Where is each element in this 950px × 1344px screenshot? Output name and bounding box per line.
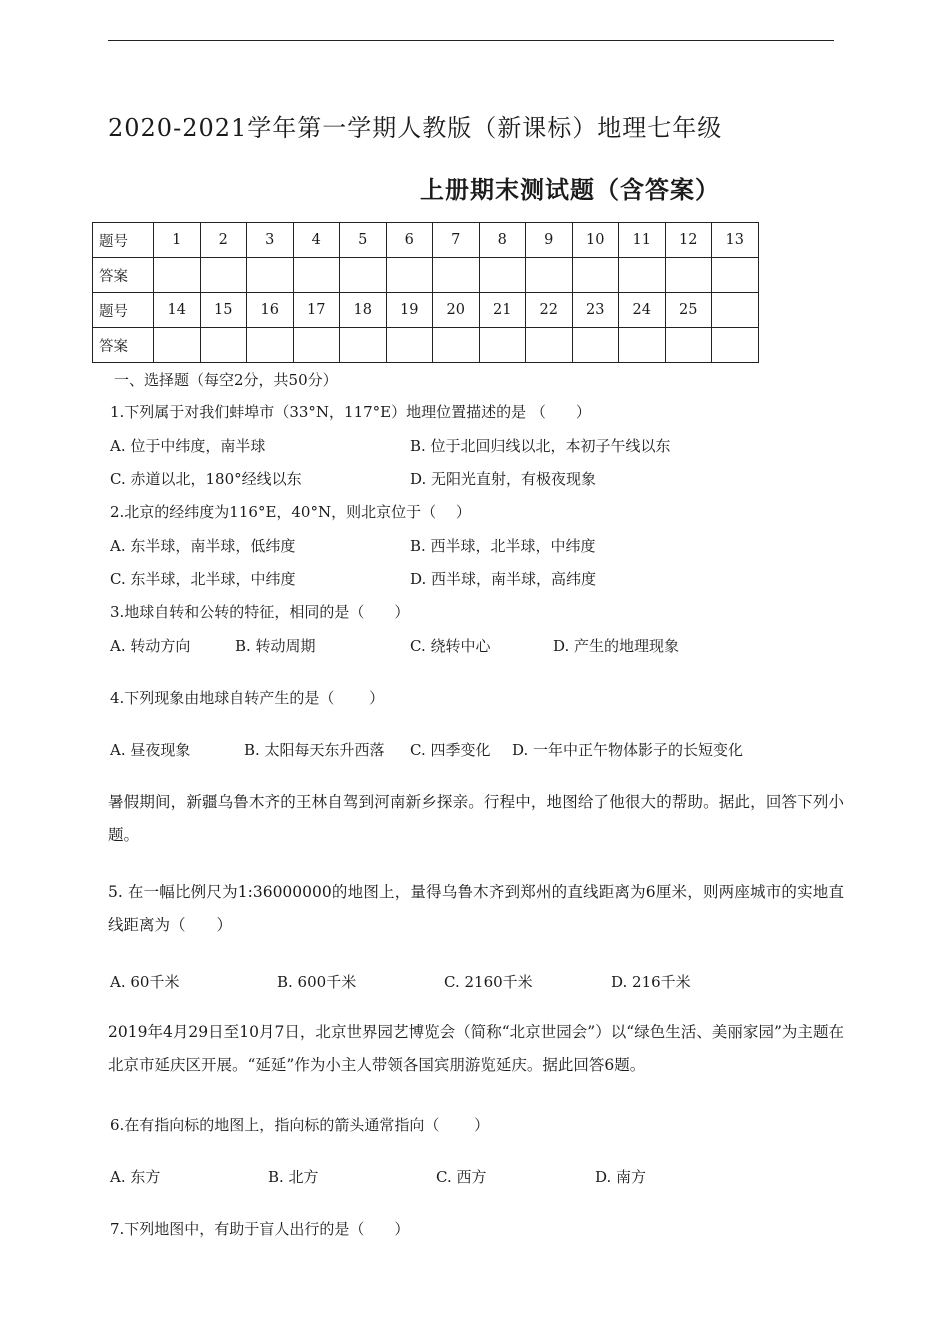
question-6-option-a: A. 东方 bbox=[110, 1168, 161, 1186]
answer-cell[interactable] bbox=[200, 328, 247, 363]
answer-cell[interactable] bbox=[712, 258, 759, 293]
table-cell: 6 bbox=[386, 223, 433, 258]
answer-cell[interactable] bbox=[386, 328, 433, 363]
question-5-option-c: C. 2160千米 bbox=[444, 973, 533, 991]
table-cell: 4 bbox=[293, 223, 340, 258]
question-4-option-a: A. 昼夜现象 bbox=[110, 741, 191, 759]
header-rule bbox=[108, 40, 834, 41]
answer-cell[interactable] bbox=[665, 258, 712, 293]
answer-cell[interactable] bbox=[433, 258, 480, 293]
table-row-numbers-2 bbox=[93, 293, 759, 328]
question-1-option-d: D. 无阳光直射，有极夜现象 bbox=[410, 470, 597, 488]
table-cell: 3 bbox=[247, 223, 294, 258]
answer-cell[interactable] bbox=[712, 328, 759, 363]
table-label-number: 题号 bbox=[93, 223, 154, 258]
table-cell: 2 bbox=[200, 223, 247, 258]
question-5-option-b: B. 600千米 bbox=[277, 973, 357, 991]
answer-cell[interactable] bbox=[665, 328, 712, 363]
table-label-answer: 答案 bbox=[93, 328, 154, 363]
table-cell: 24 bbox=[619, 293, 666, 328]
table-cell: 23 bbox=[572, 293, 619, 328]
table-label-answer: 答案 bbox=[93, 258, 154, 293]
question-1-option-b: B. 位于北回归线以北，本初子午线以东 bbox=[410, 437, 671, 455]
title-line-2: 上册期末测试题（含答案） bbox=[420, 175, 720, 204]
answer-cell[interactable] bbox=[154, 328, 201, 363]
answer-cell[interactable] bbox=[247, 328, 294, 363]
question-1-option-c: C. 赤道以北，180°经线以东 bbox=[110, 470, 302, 488]
answer-cell[interactable] bbox=[572, 328, 619, 363]
question-5-option-a: A. 60千米 bbox=[110, 973, 180, 991]
answer-cell[interactable] bbox=[340, 258, 387, 293]
table-cell: 16 bbox=[247, 293, 294, 328]
table-cell: 25 bbox=[665, 293, 712, 328]
table-cell bbox=[712, 293, 759, 328]
table-cell: 13 bbox=[712, 223, 759, 258]
table-cell: 19 bbox=[386, 293, 433, 328]
question-1-stem: 1.下列属于对我们蚌埠市（33°N，117°E）地理位置描述的是 （ ） bbox=[110, 403, 591, 421]
answer-cell[interactable] bbox=[340, 328, 387, 363]
question-2-stem: 2.北京的经纬度为116°E，40°N，则北京位于（ ） bbox=[110, 503, 471, 521]
question-5-option-d: D. 216千米 bbox=[611, 973, 691, 991]
answer-cell[interactable] bbox=[433, 328, 480, 363]
answer-cell[interactable] bbox=[293, 328, 340, 363]
table-cell: 12 bbox=[665, 223, 712, 258]
table-cell: 7 bbox=[433, 223, 480, 258]
question-4-option-b: B. 太阳每天东升西落 bbox=[244, 741, 385, 759]
table-cell: 1 bbox=[154, 223, 201, 258]
reading-passage-6: 2019年4月29日至10月7日，北京世界园艺博览会（简称“北京世园会”）以“绿色生活、美丽家园”为主题在北京市延庆区开展。“延延”作为小主人带领各国宾朋游览延庆。据此回答6题。 bbox=[108, 1023, 844, 1074]
table-row-answers-2 bbox=[93, 328, 759, 363]
answer-cell[interactable] bbox=[479, 258, 526, 293]
question-4-option-d: D. 一年中正午物体影子的长短变化 bbox=[512, 741, 744, 759]
table-cell: 15 bbox=[200, 293, 247, 328]
question-1-option-a: A. 位于中纬度，南半球 bbox=[110, 437, 266, 455]
reading-passage-5: 暑假期间，新疆乌鲁木齐的王林自驾到河南新乡探亲。行程中，地图给了他很大的帮助。据此，回答下列小题。 bbox=[108, 793, 844, 844]
question-5-stem: 5. 在一幅比例尺为1:36000000的地图上，量得乌鲁木齐到郑州的直线距离为6厘米，则两座城市的实地直线距离为（ ） bbox=[108, 883, 844, 934]
question-3-option-c: C. 绕转中心 bbox=[410, 637, 491, 655]
table-cell: 8 bbox=[479, 223, 526, 258]
question-6-option-c: C. 西方 bbox=[436, 1168, 487, 1186]
answer-cell[interactable] bbox=[200, 258, 247, 293]
table-row-numbers-1 bbox=[93, 223, 759, 258]
question-6-option-d: D. 南方 bbox=[595, 1168, 647, 1186]
answer-cell[interactable] bbox=[479, 328, 526, 363]
question-2-option-d: D. 西半球，南半球，高纬度 bbox=[410, 570, 597, 588]
answer-cell[interactable] bbox=[619, 258, 666, 293]
question-3-option-d: D. 产生的地理现象 bbox=[553, 637, 680, 655]
question-3-stem: 3.地球自转和公转的特征，相同的是（ ） bbox=[110, 603, 410, 621]
table-label-number: 题号 bbox=[93, 293, 154, 328]
question-3-option-a: A. 转动方向 bbox=[110, 637, 191, 655]
table-cell: 14 bbox=[154, 293, 201, 328]
table-cell: 10 bbox=[572, 223, 619, 258]
answer-table bbox=[92, 222, 759, 363]
table-cell: 21 bbox=[479, 293, 526, 328]
question-7-stem: 7.下列地图中，有助于盲人出行的是（ ） bbox=[110, 1220, 410, 1238]
answer-cell[interactable] bbox=[386, 258, 433, 293]
table-cell: 17 bbox=[293, 293, 340, 328]
question-2-option-b: B. 西半球，北半球，中纬度 bbox=[410, 537, 596, 555]
question-4-option-c: C. 四季变化 bbox=[410, 741, 491, 759]
section-heading: 一、选择题（每空2分，共50分） bbox=[114, 371, 338, 389]
question-6-stem: 6.在有指向标的地图上，指向标的箭头通常指向（ ） bbox=[110, 1116, 490, 1134]
answer-cell[interactable] bbox=[572, 258, 619, 293]
table-cell: 22 bbox=[526, 293, 573, 328]
table-cell: 9 bbox=[526, 223, 573, 258]
table-cell: 11 bbox=[619, 223, 666, 258]
question-3-option-b: B. 转动周期 bbox=[235, 637, 316, 655]
answer-cell[interactable] bbox=[154, 258, 201, 293]
answer-cell[interactable] bbox=[247, 258, 294, 293]
answer-cell[interactable] bbox=[293, 258, 340, 293]
question-2-option-c: C. 东半球，北半球，中纬度 bbox=[110, 570, 296, 588]
answer-cell[interactable] bbox=[619, 328, 666, 363]
question-6-option-b: B. 北方 bbox=[268, 1168, 319, 1186]
table-cell: 18 bbox=[340, 293, 387, 328]
question-4-stem: 4.下列现象由地球自转产生的是（ ） bbox=[110, 689, 385, 707]
answer-cell[interactable] bbox=[526, 258, 573, 293]
title-line-1: 2020-2021学年第一学期人教版（新课标）地理七年级 bbox=[108, 114, 723, 142]
question-2-option-a: A. 东半球，南半球，低纬度 bbox=[110, 537, 296, 555]
table-row-answers-1 bbox=[93, 258, 759, 293]
table-cell: 5 bbox=[340, 223, 387, 258]
table-cell: 20 bbox=[433, 293, 480, 328]
answer-cell[interactable] bbox=[526, 328, 573, 363]
